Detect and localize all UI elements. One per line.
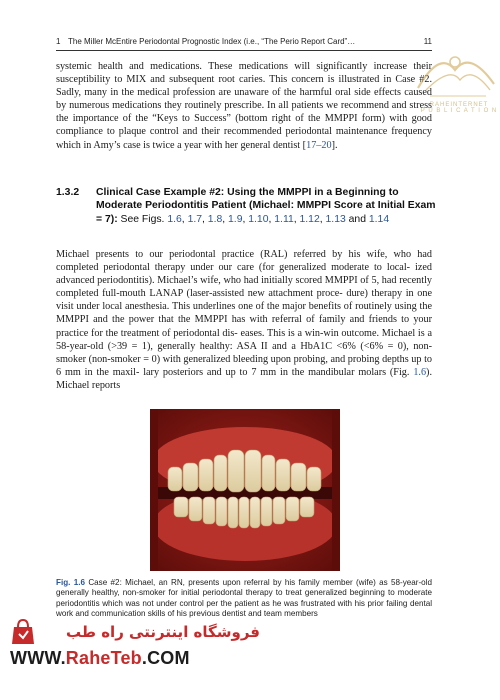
logo-subtitle [418, 102, 500, 114]
text-line: generalized bleeding upon probing, and probing depths up to 6 mm in the maxil- [56, 353, 433, 378]
publisher-logo-watermark [410, 40, 500, 120]
figure-link-1-11[interactable]: 1.11 [274, 213, 294, 225]
figure-link-1-12[interactable]: 1.12 [299, 213, 320, 225]
text-line: benefits of routinely using the MMPPI and the power that the MMPPI has with [56, 301, 432, 326]
url-prefix: WWW. [10, 648, 66, 668]
intraoral-photo [150, 409, 340, 571]
paragraph-case-michael [56, 248, 432, 392]
text-line: MMPPI form) with good compliance to plaque control and their recommended [56, 113, 432, 138]
and-label: and [345, 213, 369, 225]
text-line: 5, had recently completed full-mouth LANAP (laser-assisted new attachment proce- [56, 275, 432, 300]
chapter-number: 1 [56, 37, 61, 46]
text-line: completed periodontal therapy under our care (for generalized moderate to local- [56, 262, 411, 274]
see-figs-label: See Figs. [117, 213, 168, 225]
figure-link-1-6[interactable]: 1.6 [167, 213, 182, 225]
url-suffix: .COM [141, 648, 190, 668]
figure-caption [56, 578, 432, 620]
text-line: Michael presents to our periodontal practice (RAL) referred by his wife, who had [56, 249, 432, 260]
paragraph-medications [56, 60, 432, 152]
text-line: effects caused by numerous medications they routinely prescribe. In all patients we [56, 87, 432, 112]
logo-text: RAHEINTERNET [429, 102, 489, 108]
crown-logo-icon [410, 40, 500, 102]
text-line: referral of family and friends to your practice for the treatment of periodontal dis- [56, 314, 432, 339]
text-line: recommend and stress the importance of the “Keys to Success” (bottom right of the [56, 100, 433, 125]
caption-text: Case #2: Michael, an RN, presents upon referral by his family member (wife) as 58-year-old generally healthy, non-smoker for initial periodontal therapy to treat generalized beginning to moderate periodontitis which was not under control per the patient as he was frustrated with his prior failing dental work and communication skills of his previous dentist and team members [56, 578, 432, 619]
figure-link-1-14[interactable]: 1.14 [368, 213, 390, 225]
text-line: ized advanced periodontitis). Michael’s wife, who had initially scored MMPPI of [56, 262, 433, 287]
section-heading-text: Clinical Case Example #2: Using the MMPPI in a Beginning to Moderate Periodontitis Patient (Michael: MMPPI Score at Initial Exam = 7): See Figs. 1.6, 1.7, 1.8, 1.9, 1.10, 1.11, 1.12, 1.13 and 1.14 [96, 187, 436, 225]
figure-label: Fig. 1.6 [56, 578, 85, 587]
store-url-watermark[interactable] [10, 648, 190, 669]
page-number: 11 [423, 37, 432, 46]
text-line: susceptibility to MIX and subsequent root caries. This concern is illustrated in Case [56, 74, 416, 86]
text-line: healthy: ASA II and a HbA1C <6% (<6% = 0), non-smoker (non-smoker = 0) with [56, 340, 433, 365]
teeth-illustration [150, 409, 340, 571]
section-number: 1.3.2 [56, 187, 80, 198]
running-head [56, 36, 432, 51]
figure-link-1-10[interactable]: 1.10 [248, 213, 269, 225]
text-line: systemic health and medications. These medications will significantly increase their [56, 61, 432, 72]
logo-sub: P U B L I C A T I O N [420, 108, 498, 114]
figure-link-1-6-inline[interactable]: 1.6 [413, 366, 427, 378]
text-line: lary posteriors and up to 7 mm in the mandibular molars (Fig. [143, 366, 414, 378]
figure-link-1-7[interactable]: 1.7 [187, 213, 203, 225]
text-line: eases. This is a win-win outcome. Michael is a 58-year-old (>39 = 1), generally [56, 327, 432, 352]
figure-link-1-9[interactable]: 1.9 [228, 213, 243, 225]
running-head-title: The Miller McEntire Periodontal Prognostic Index (i.e., “The Perio Report Card”… [68, 37, 356, 46]
section-title: Clinical Case Example #2: Using the MMPPI in a Beginning to Moderate Periodontitis Patient (Michael: MMPPI Score at Initial Exam = 7): [96, 187, 436, 225]
url-accent: RaheTeb [65, 648, 142, 668]
text-line: #2. Sadly, many in the medical profession are unaware of the harmful oral side [56, 74, 433, 99]
text-line: general dentist [ [240, 139, 307, 151]
figure-link-1-8[interactable]: 1.8 [207, 213, 223, 225]
shopping-bag-icon [8, 618, 38, 646]
text-line: ). Michael reports [56, 366, 432, 391]
reference-link[interactable]: 17–20 [306, 139, 332, 151]
figure-link-1-13[interactable]: 1.13 [325, 213, 346, 225]
text-line: ]. [331, 139, 338, 151]
text-line: dure) therapy in one visit under local anesthesia. This underlines one of the major [56, 288, 432, 313]
store-name-watermark: فروشگاه اینترنتی راه طب [65, 623, 260, 641]
text-line: periodontal maintenance frequency which in Amy’s case is twice a year with her [56, 126, 432, 151]
